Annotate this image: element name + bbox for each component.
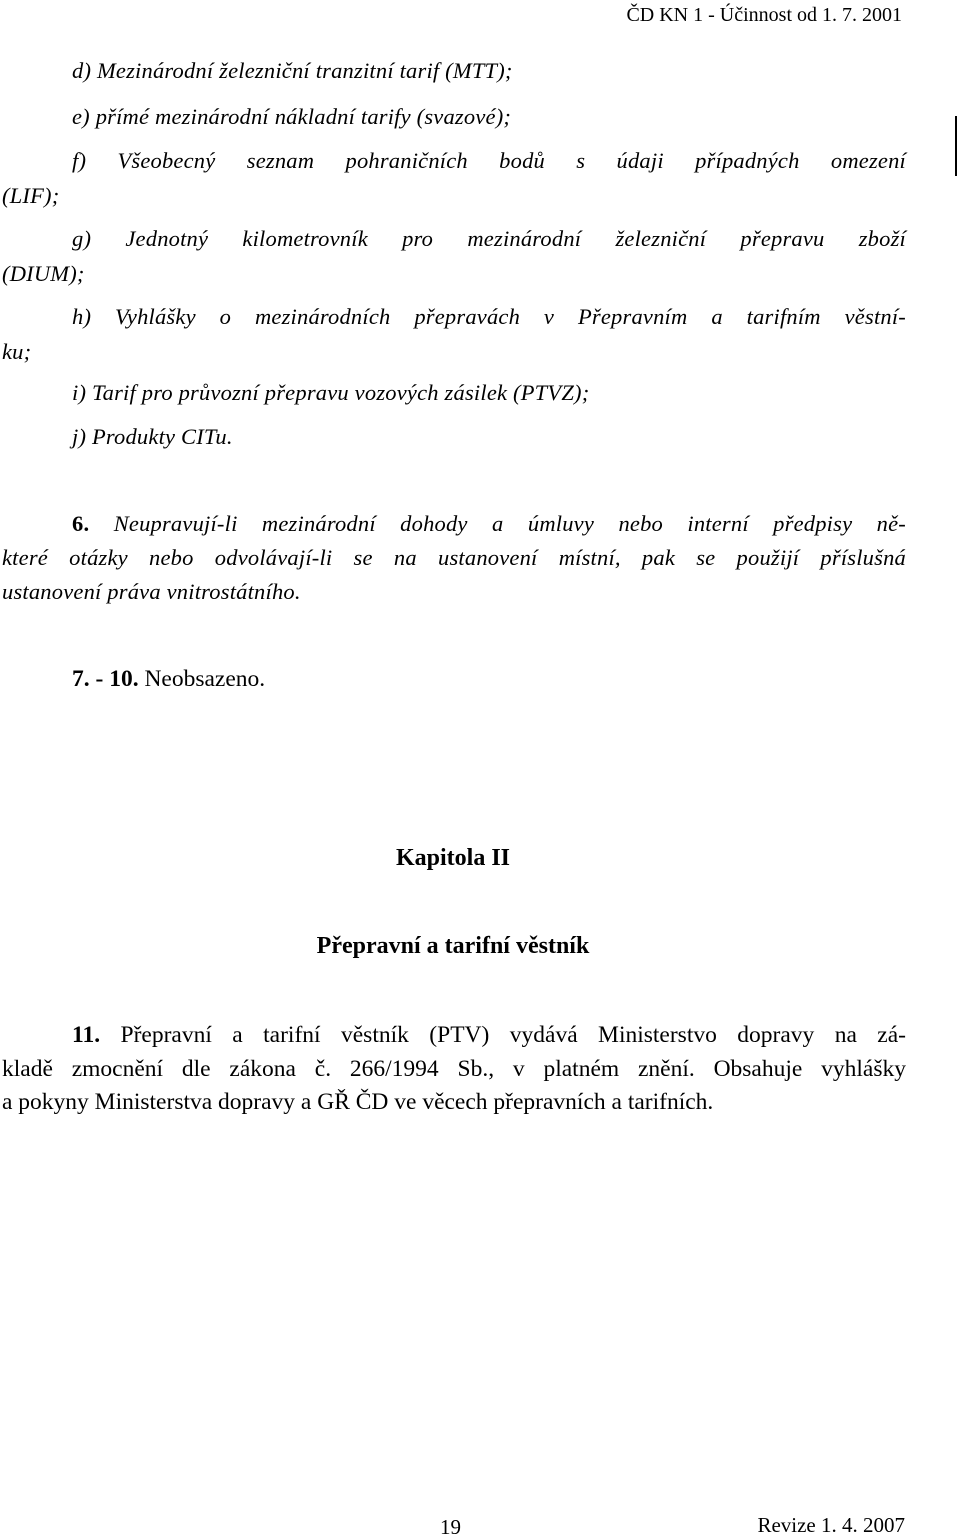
list-item-f-line2: (LIF); <box>2 183 60 208</box>
section11-line1 <box>72 1022 906 1049</box>
chapter-title: Kapitola II <box>395 845 511 871</box>
section7-10 <box>72 666 265 693</box>
section11-text-line1: Přepravní a tarifní věstník (PTV) vydává Ministerstvo dopravy na zá- <box>120 1022 906 1048</box>
revision-margin-bar <box>955 116 957 176</box>
list-item-h-line1: h) Vyhlášky o mezinárodních přepravách v Přepravním a tarifním věstní- <box>72 304 906 329</box>
section11-line2: kladě zmocnění dle zákona č. 266/1994 Sb., v platném znění. Obsahuje vyhlášky <box>2 1056 906 1082</box>
section11-number: 11. <box>72 1022 101 1048</box>
revision-date: Revize 1. 4. 2007 <box>757 1513 905 1537</box>
section6-line1 <box>72 511 906 537</box>
list-item-e: e) přímé mezinárodní nákladní tarify (svazové); <box>72 104 512 129</box>
list-item-d: d) Mezinárodní železniční tranzitní tarif (MTT); <box>72 58 513 83</box>
section6-line3: ustanovení práva vnitrostátního. <box>2 579 301 604</box>
list-item-g-line1: g) Jednotný kilometrovník pro mezinárodní železniční přepravu zboží <box>72 226 906 251</box>
header-reference: ČD KN 1 - Účinnost od 1. 7. 2001 <box>626 4 902 26</box>
chapter-subtitle: Přepravní a tarifní věstník <box>316 933 590 959</box>
page-number: 19 <box>440 1515 461 1539</box>
section7-10-number: 7. - 10. <box>72 666 139 692</box>
section11-line3: a pokyny Ministerstva dopravy a GŘ ČD ve věcech přepravních a tarifních. <box>2 1089 714 1115</box>
section6-line2: které otázky nebo odvolávají-li se na ustanovení místní, pak se použijí příslušná <box>2 545 906 570</box>
section6-number: 6. <box>72 511 90 536</box>
list-item-i: i) Tarif pro průvozní přepravu vozových zásilek (PTVZ); <box>72 380 590 405</box>
list-item-h-line2: ku; <box>2 339 32 364</box>
section7-10-text: Neobsazeno. <box>144 666 266 692</box>
list-item-g-line2: (DIUM); <box>2 261 85 286</box>
list-item-f-line1: f) Všeobecný seznam pohraničních bodů s údaji případných omezení <box>72 148 906 173</box>
list-item-j: j) Produkty CITu. <box>72 424 233 449</box>
section6-text-line1: Neupravují-li mezinárodní dohody a úmluvy nebo interní předpisy ně- <box>113 511 906 536</box>
